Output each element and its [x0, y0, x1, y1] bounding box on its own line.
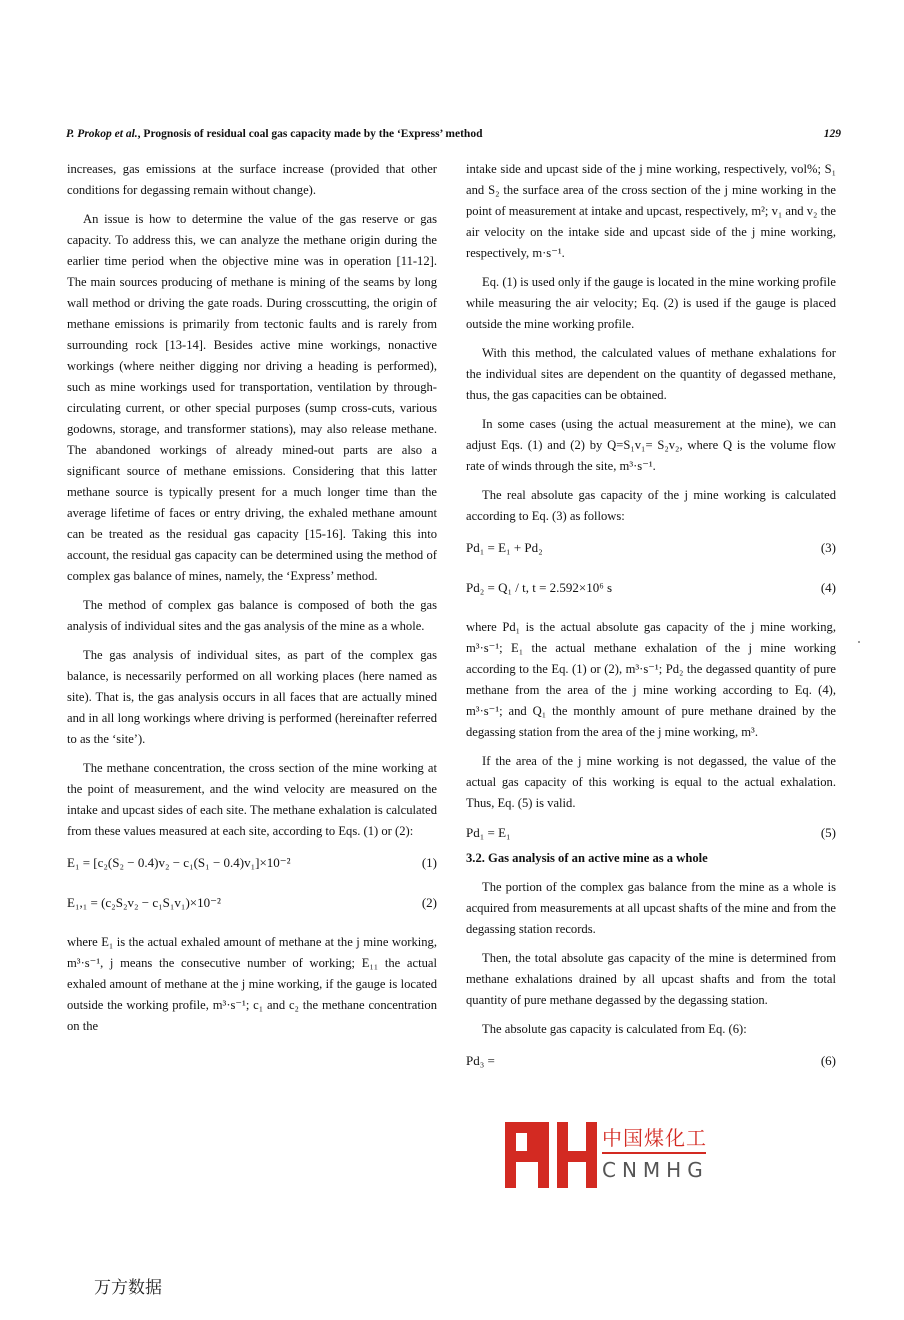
- watermark: [505, 1122, 715, 1188]
- paragraph: The real absolute gas capacity of the j mine working is calculated according to Eq. (3) as follows:: [466, 488, 836, 523]
- equation-body: E₁ = [c₂(S₂ − 0.4)v₂ − c₁(S₁ − 0.4)v₁]×10⁻²: [67, 855, 291, 870]
- paragraph: intake side and upcast side of the j mine working, respectively, vol%; S₁ and S₂ the surface area of the cross section of the j mine working in the point of measurement at intake and upcast, respectively, m²; v₁ and v₂ the air velocity on the intake side and upcast side of the j mine working, respectively, m·s⁻¹.: [466, 162, 836, 260]
- paragraph: Eq. (1) is used only if the gauge is located in the mine working profile while measuring the air velocity; Eq. (2) is used if the gauge is placed outside the mine working profile.: [466, 275, 836, 331]
- header-authors: P. Prokop et al.: [66, 128, 138, 140]
- equation-number: (2): [421, 895, 437, 910]
- page-number: 129: [823, 128, 841, 140]
- watermark-chinese-text: 中国煤化工: [602, 1126, 707, 1150]
- equation-number: (1): [421, 855, 437, 870]
- equation-number: (5): [820, 825, 836, 840]
- equation-number: (3): [820, 540, 836, 555]
- equation-body: Pd₁ = E₁ + Pd₂: [466, 540, 543, 555]
- equation-2: [67, 892, 437, 914]
- paragraph: increases, gas emissions at the surface increase (provided that other conditions for degassing remain without change).: [67, 162, 437, 197]
- equation-number: (4): [820, 580, 836, 595]
- paragraph: The methane concentration, the cross section of the mine working at the point of measurement, and the wind velocity are measured on the intake and upcast sides of each site. The methane exhalation is calculated from these values measured at each site, according to Eqs. (1) or (2):: [67, 761, 437, 838]
- equation-1: [67, 852, 437, 874]
- paragraph: If the area of the j mine working is not degassed, the value of the actual gas capacity of this working is equal to the actual exhalation. Thus, Eq. (5) is valid.: [466, 754, 836, 810]
- equation-3: [466, 537, 836, 559]
- paragraph: With this method, the calculated values of methane exhalations for the individual sites are dependent on the quantity of degassed methane, thus, the gas capacities can be obtained.: [466, 346, 836, 402]
- left-column: [67, 159, 437, 1045]
- equation-body: Pd₁ = E₁: [466, 825, 511, 840]
- equation-5: [466, 822, 836, 844]
- equation-body: Pd₃ =: [466, 1053, 495, 1068]
- footer-source: 万方数据: [94, 1278, 162, 1298]
- cnmhg-logo-icon: [505, 1122, 597, 1188]
- equation-4: [466, 577, 836, 599]
- paragraph: where Pd₁ is the actual absolute gas capacity of the j mine working, m³·s⁻¹; E₁ the actual methane exhalation of the j mine working according to the Eq. (1) or (2), m³·s⁻¹; Pd₂ the degassed quantity of pure methane from the area of the j mine working according to Eq. (4), m³·s⁻¹; and Q₁ the monthly amount of pure methane drained by the degassing station from the area of the j mine working, m³.: [466, 620, 836, 739]
- right-column: [466, 159, 836, 1090]
- paragraph: In some cases (using the actual measurement at the mine), we can adjust Eqs. (1) and (2) by Q=S₁v₁= S₂v₂, where Q is the volume flow rate of winds through the site, m³·s⁻¹.: [466, 417, 836, 473]
- equation-body: E₁,₁ = (c₂S₂v₂ − c₁S₁v₁)×10⁻²: [67, 895, 221, 910]
- paragraph: The method of complex gas balance is composed of both the gas analysis of individual sites and the gas analysis of the mine as a whole.: [67, 598, 437, 633]
- paragraph: Then, the total absolute gas capacity of the mine is determined from methane exhalations drained by all upcast shafts and from the total quantity of pure methane degassed by the degassing station.: [466, 951, 836, 1007]
- equation-6: [466, 1050, 836, 1072]
- equation-number: (6): [820, 1053, 836, 1068]
- paragraph: where E₁ is the actual exhaled amount of methane at the j mine working, m³·s⁻¹, j means the consecutive number of working; E₁₁ the actual exhaled amount of methane at the j mine working, if the gauge is located outside the working profile, m³·s⁻¹; c₁ and c₂ the methane concentration on the: [67, 935, 437, 1033]
- header-title: , Prognosis of residual coal gas capacity made by the ‘Express’ method: [137, 128, 483, 140]
- equation-body: Pd₂ = Q₁ / t, t = 2.592×10⁶ s: [466, 580, 613, 595]
- watermark-divider: [602, 1152, 706, 1154]
- section-heading: 3.2. Gas analysis of an active mine as a whole: [466, 851, 708, 865]
- running-header: [66, 128, 841, 140]
- stray-mark: [858, 641, 860, 643]
- paragraph: The absolute gas capacity is calculated from Eq. (6):: [482, 1022, 747, 1036]
- paragraph: An issue is how to determine the value of the gas reserve or gas capacity. To address this, we can analyze the methane origin during the earlier time period when the objective mine was in operation [11-12]. The main sources producing of methane is mining of the seams by long wall method or driving the gate roads. During crosscutting, the origin of methane emissions is primarily from tectonic faults and is rarely from surrounding rock [13-14]. Besides active mine workings, nonactive workings (where neither digging nor driving a heading is performed), such as mine workings used for transportation, ventilation by through-circulating current, or other special purposes (sump cross-cuts, various godowns, storage, and transformer stations), may also release methane. The abandoned workings of already mined-out parts are also a significant source of methane emissions. Considering that this latter methane source is typically present for a much longer time than the average lifetime of faces or entry driving, the exhaled methane amount can be treated as the residual gas capacity [15-16]. Taking this into account, the residual gas capacity can be determined using the method of complex gas balance of mines, namely, the ‘Express’ method.: [67, 212, 437, 583]
- paragraph: The gas analysis of individual sites, as part of the complex gas balance, is necessarily performed on all working places (here named as site). That is, the gas analysis occurs in all faces that are actually mined and in all long workings where driving is performed (hereinafter referred to as the ‘site’).: [67, 648, 437, 746]
- paragraph: The portion of the complex gas balance from the mine as a whole is acquired from measurements at all upcast shafts of the mine and from the degassing station records.: [466, 880, 836, 936]
- watermark-english-text: CNMHG: [602, 1158, 709, 1182]
